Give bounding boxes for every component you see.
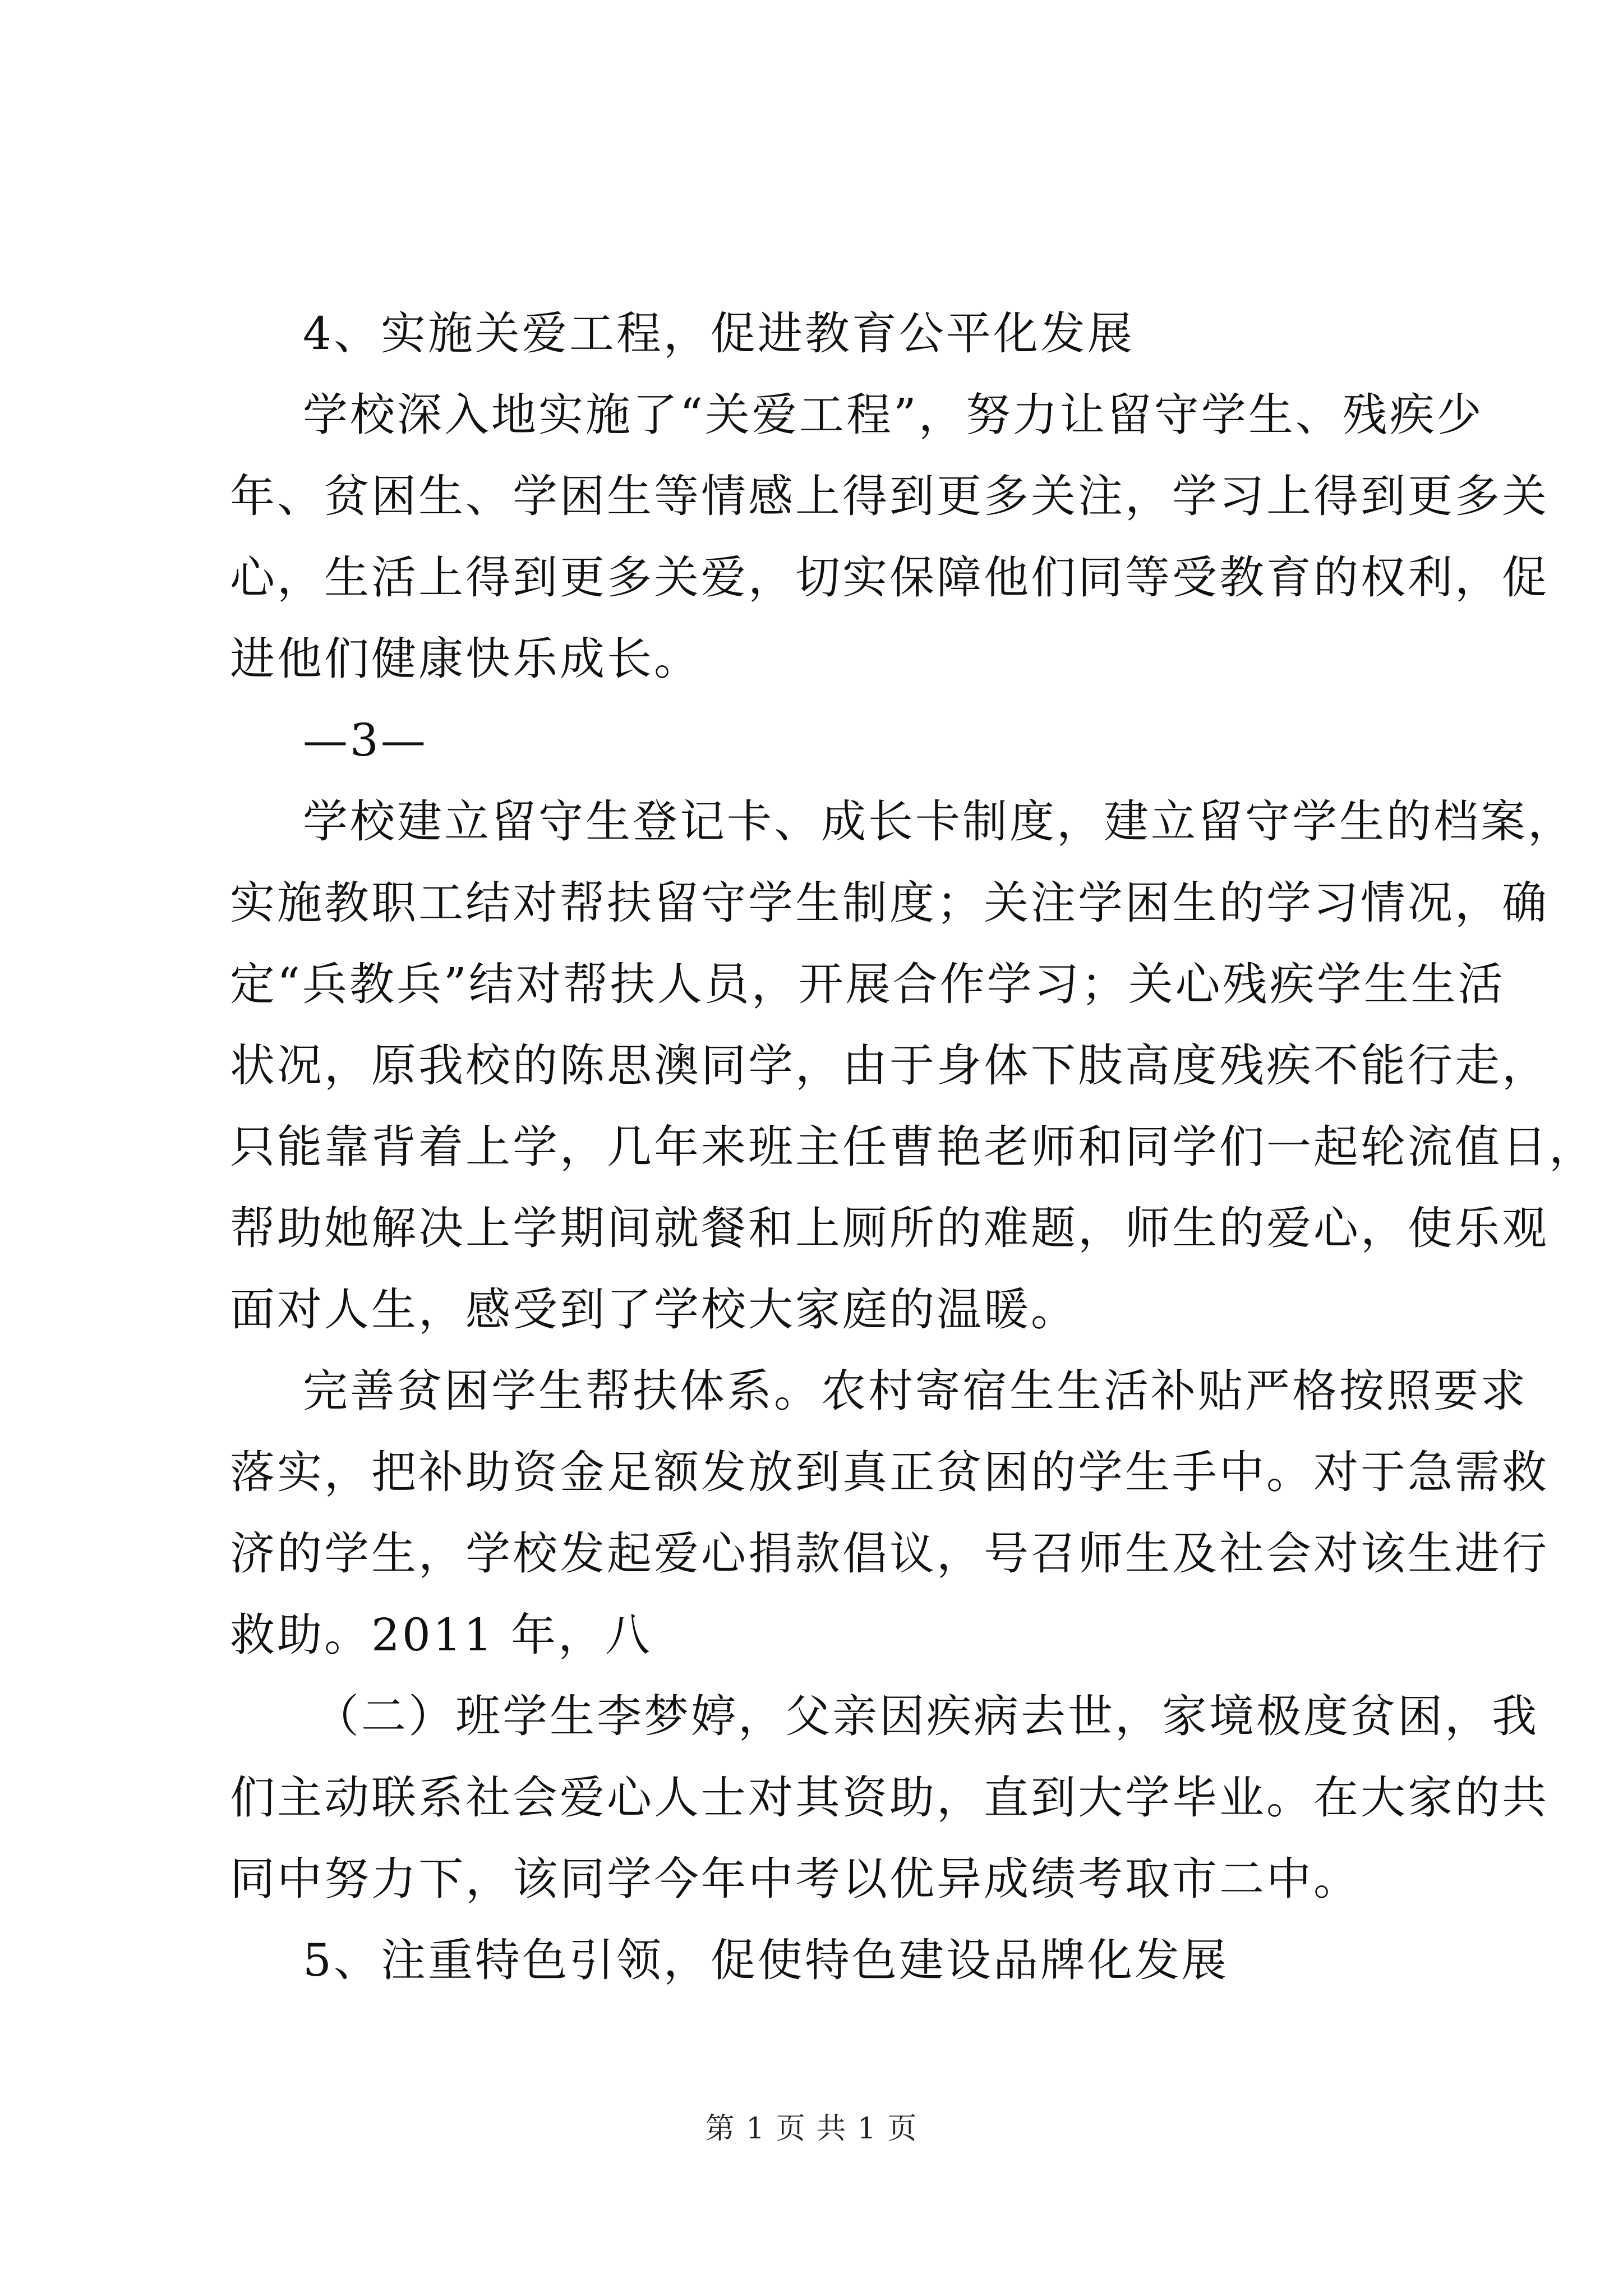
paragraph-line: 落实，把补助资金足额发放到真正贫困的学生手中。对于急需救 (230, 1446, 1549, 1498)
paragraph-line: 们主动联系社会爱心人士对其资助，直到大学毕业。在大家的共 (230, 1772, 1549, 1824)
paragraph-line: 心，生活上得到更多关爱，切实保障他们同等受教育的权利，促 (230, 551, 1549, 604)
paragraph-line: 面对人生，感受到了学校大家庭的温暖。 (230, 1283, 1078, 1336)
paragraph-line: 实施教职工结对帮扶留守学生制度；关注学困生的学习情况，确 (230, 877, 1549, 929)
paragraph-line: 定“兵教兵”结对帮扶人员，开展合作学习；关心残疾学生生活 (230, 958, 1505, 1010)
section-heading-4: 4、实施关爱工程，促进教育公平化发展 (303, 307, 1135, 360)
paragraph-line: 济的学生，学校发起爱心捐款倡议，号召师生及社会对该生进行 (230, 1527, 1549, 1580)
section-heading-5: 5、注重特色引领，促使特色建设品牌化发展 (303, 1934, 1229, 1986)
paragraph-line: 学校深入地实施了“关爱工程”，努力让留守学生、残疾少 (303, 389, 1484, 441)
paragraph-line: 年、贫困生、学困生等情感上得到更多关注，学习上得到更多关 (230, 470, 1549, 522)
paragraph-line: 帮助她解决上学期间就餐和上厕所的难题，师生的爱心，使乐观 (230, 1202, 1549, 1254)
paragraph-line: 进他们健康快乐成长。 (230, 633, 701, 685)
paragraph-line: 学校建立留守生登记卡、成长卡制度，建立留守学生的档案， (303, 795, 1575, 848)
paragraph-line: 只能靠背着上学，几年来班主任曹艳老师和同学们一起轮流值日， (230, 1121, 1596, 1173)
paragraph-line: 救助。2011 年，八 (230, 1609, 653, 1661)
paragraph-line: 同中努力下，该同学今年中考以优异成绩考取市二中。 (230, 1853, 1361, 1905)
paragraph-line: 完善贫困学生帮扶体系。农村寄宿生生活补贴严格按照要求 (303, 1365, 1528, 1417)
paragraph-line: （二）班学生李梦婷，父亲因疾病去世，家境极度贫困，我 (314, 1690, 1539, 1742)
page-footer: 第 1 页 共 1 页 (705, 2112, 918, 2146)
page-marker: —3— (303, 714, 428, 766)
paragraph-line: 状况，原我校的陈思澳同学，由于身体下肢高度残疾不能行走， (230, 1039, 1549, 1092)
